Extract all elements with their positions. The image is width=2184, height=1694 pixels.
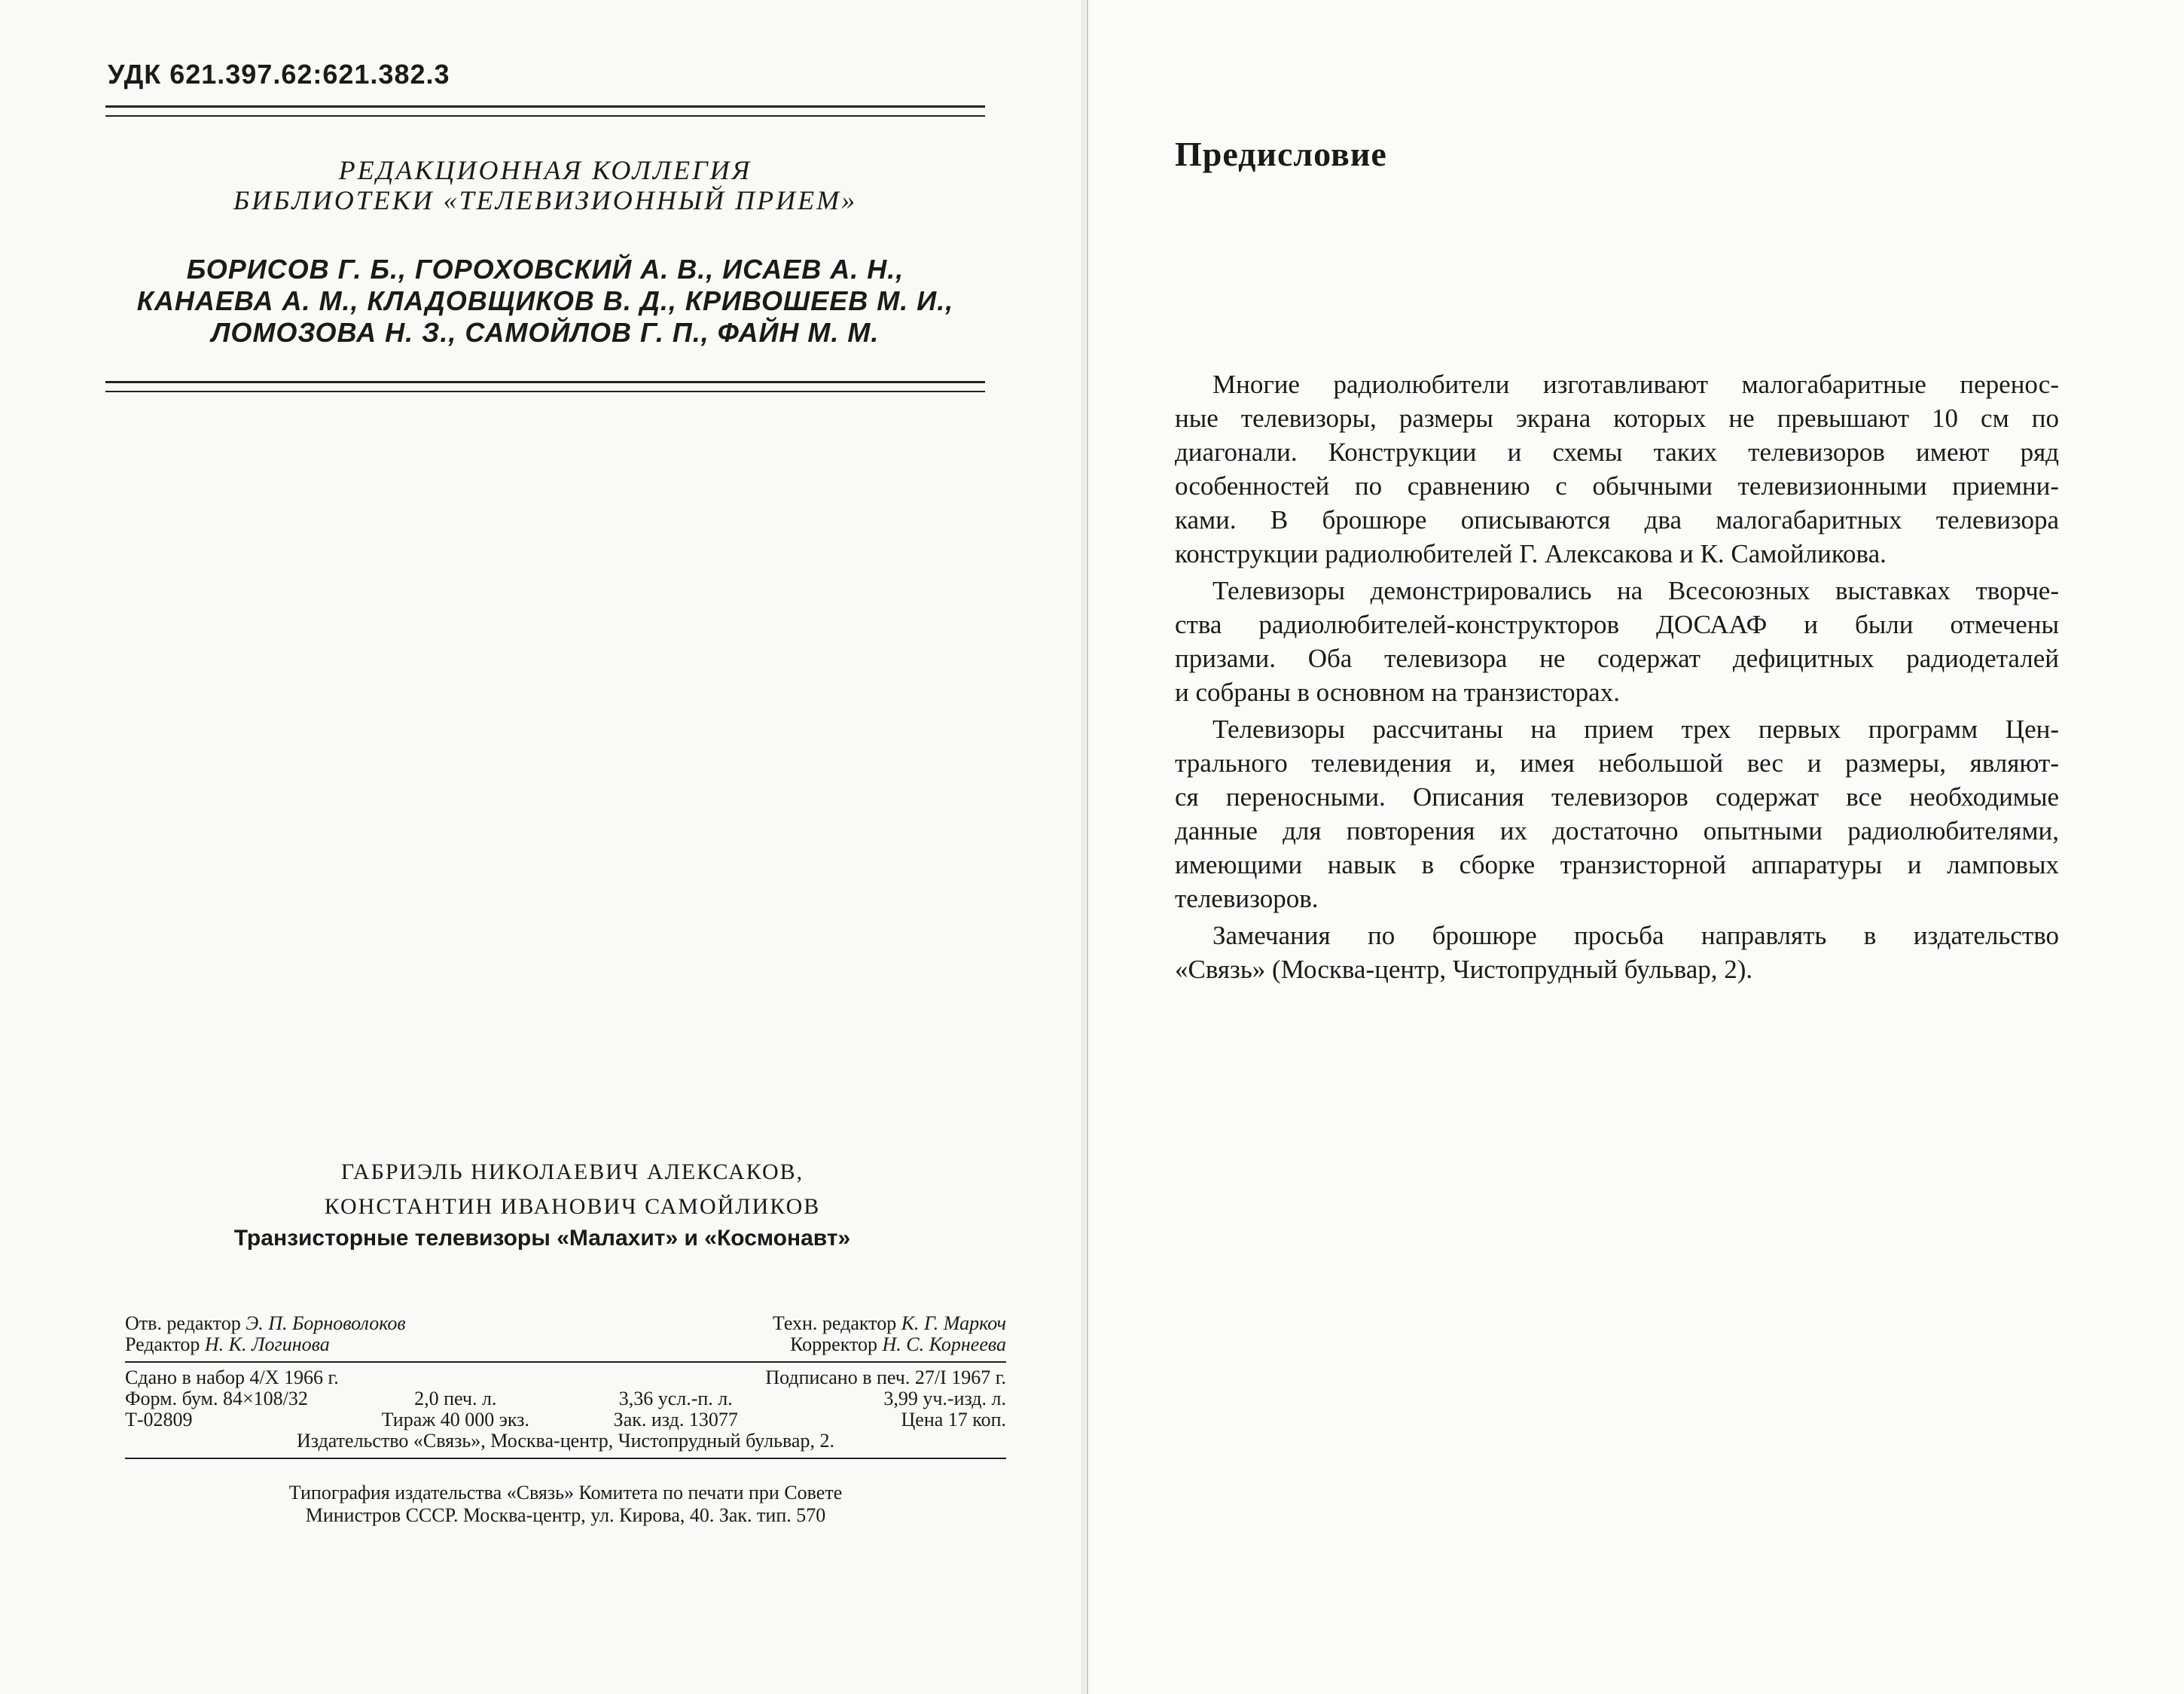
right-page [1090,0,2184,1694]
imprint-row [125,1409,1006,1430]
print-sheets: 2,0 печ. л. [414,1388,497,1409]
tech-editor-label: Техн. редактор [772,1312,897,1334]
imprint-rule [125,1458,1006,1459]
author-name: ГАБРИЭЛЬ НИКОЛАЕВИЧ АЛЕКСАКОВ, [340,1159,804,1184]
preface-line: ся переносными. Описания телевизоров содержат все необходимые [1175,782,2059,812]
left-page [0,0,1084,1694]
top-double-rule [105,105,985,117]
editorial-board-title-line: БИБЛИОТЕКИ «ТЕЛЕВИЗИОННЫЙ ПРИЕМ» [233,185,858,215]
preface-line: телевизоров. [1175,884,1319,913]
imprint-row [125,1367,1006,1388]
preface-line: диагонали. Конструкции и схемы таких телевизоров имеют ряд [1175,437,2059,467]
editorial-board-title-line: РЕДАКЦИОННАЯ КОЛЛЕГИЯ [338,155,752,185]
circulation: Тираж 40 000 экз. [381,1409,529,1430]
preface-line: данные для повторения их достаточно опытными радиолюбителями, [1175,816,2059,845]
author-name: КОНСТАНТИН ИВАНОВИЧ САМОЙЛИКОВ [324,1194,821,1219]
preface-line: имеющими навык в сборке транзисторной аппаратуры и ламповых [1175,850,2059,879]
publisher-order: Зак. изд. 13077 [613,1409,738,1430]
preface-line: Замечания по брошюре просьба направлять в издательство [1212,921,2059,950]
book-title: Транзисторные телевизоры «Малахит» и «Космонавт» [233,1226,851,1251]
imprint-row [125,1334,1006,1355]
preface-paragraph [1175,367,2059,571]
conventional-sheets: 3,36 усл.-п. л. [618,1388,733,1409]
imprint-editor [125,1313,406,1334]
book-authors [226,1155,919,1224]
preface-paragraph [1175,712,2059,916]
redactor-name: Н. К. Логинова [204,1333,330,1355]
printer-line: Типография издательства «Связь» Комитета по печати при Совете [288,1482,843,1504]
preface-title: Предисловие [1175,135,1387,173]
imprint-redactor [125,1334,330,1355]
registration-code: Т-02809 [125,1409,193,1430]
signed-date: Подписано в печ. 27/I 1967 г. [765,1366,1006,1388]
preface-line: особенностей по сравнению с обычными телевизионными приемни- [1175,471,2059,501]
board-members-line: БОРИСОВ Г. Б., ГОРОХОВСКИЙ А. В., ИСАЕВ А. Н., [186,254,904,285]
imprint-corrector [790,1334,1006,1355]
imprint-row [125,1388,1006,1409]
imprint-rule [125,1361,1006,1363]
submitted-date: Сдано в набор 4/X 1966 г. [125,1366,339,1388]
preface-line: Многие радиолюбители изготавливают малогабаритные перенос- [1212,370,2059,399]
udk-code: УДК 621.397.62:621.382.3 [108,59,450,90]
corrector-label: Корректор [790,1333,878,1355]
editorial-board-members [105,254,985,349]
preface-line: ные телевизоры, размеры экрана которых не превышают 10 см по [1175,404,2059,433]
imprint-row [125,1313,1006,1334]
printer-line: Министров СССР. Москва-центр, ул. Кирова, 40. Зак. тип. 570 [305,1504,826,1526]
preface-line: Телевизоры рассчитаны на прием трех первых программ Цен- [1212,714,2059,744]
preface-body [1175,367,2059,989]
board-members-line: КАНАЕВА А. М., КЛАДОВЩИКОВ В. Д., КРИВОШЕЕВ М. И., [136,285,954,316]
imprint-block [125,1313,1006,1464]
preface-line: призами. Оба телевизора не содержат дефицитных радиодеталей [1175,644,2059,673]
preface-line: трального телевидения и, имея небольшой вес и размеры, являют- [1175,748,2059,778]
corrector-name: Н. С. Корнеева [882,1333,1006,1355]
preface-line: Телевизоры демонстрировались на Всесоюзных выставках творче- [1212,576,2059,605]
price: Цена 17 коп. [901,1409,1006,1430]
preface-line: ства радиолюбителей-конструкторов ДОСААФ и были отмечены [1175,610,2059,639]
editor-name: Э. П. Борноволоков [246,1312,406,1334]
preface-line: и собраны в основном на транзисторах. [1175,678,1620,707]
redactor-label: Редактор [125,1333,200,1355]
publishing-sheets: 3,99 уч.-изд. л. [883,1388,1006,1409]
editorial-board-title [105,155,985,215]
preface-line: конструкции радиолюбителей Г. Алексакова и К. Самойликова. [1175,539,1887,568]
preface-line: ками. В брошюре описываются два малогабаритных телевизора [1175,505,2059,535]
preface-line: «Связь» (Москва-центр, Чистопрудный бульвар, 2). [1175,955,1753,984]
middle-double-rule [105,381,985,392]
board-members-line: ЛОМОЗОВА Н. З., САМОЙЛОВ Г. П., ФАЙН М. М. [211,317,880,348]
preface-paragraph [1175,919,2059,986]
tech-editor-name: К. Г. Маркоч [901,1312,1006,1334]
imprint-tech-editor [773,1313,1006,1334]
publisher-address: Издательство «Связь», Москва-центр, Чистопрудный бульвар, 2. [297,1430,834,1452]
paper-format: Форм. бум. 84×108/32 [125,1388,308,1409]
printer-info [125,1482,1006,1527]
preface-paragraph [1175,574,2059,709]
editor-label: Отв. редактор [125,1312,241,1334]
